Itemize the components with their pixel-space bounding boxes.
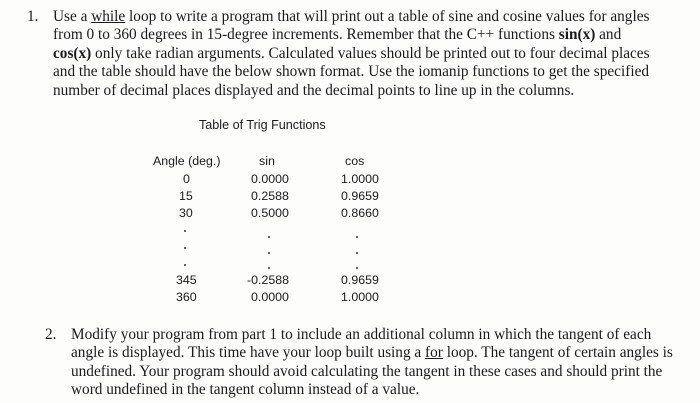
header-cos: cos <box>345 154 365 168</box>
ellipsis-dot <box>268 267 270 269</box>
ellipsis-dot <box>184 247 186 249</box>
keyword-sin: sin(x) <box>558 26 596 44</box>
header-sin: sin <box>259 154 275 168</box>
question-1-number: 1. <box>27 8 39 25</box>
ellipsis-dot <box>184 230 186 232</box>
table-row-3-angle: 345 <box>176 273 197 287</box>
q2-line-3: undefined. Your program should avoid calculating the tangent in these cases and should print the <box>71 362 663 380</box>
header-angle: Angle (deg.) <box>153 154 221 168</box>
table-row-0-cos: 1.0000 <box>341 172 379 186</box>
table-row-0-sin: 0.0000 <box>251 172 289 186</box>
table-row-3-sin: -0.2588 <box>247 273 290 287</box>
ellipsis-dot <box>268 236 270 238</box>
q1-line-4: and the table should have the below shown format. Use the iomanip functions to get the specified <box>53 63 650 81</box>
q2-line-1: Modify your program from part 1 to include an additional column in which the tangent of each <box>71 326 652 343</box>
table-row-1-sin: 0.2588 <box>251 189 289 203</box>
table-row-2-sin: 0.5000 <box>251 206 289 220</box>
keyword-for: for <box>425 344 443 362</box>
q1-line-3: cos(x) only take radian arguments. Calculated values should be printed out to four decimal places <box>53 44 650 62</box>
table-row-2-cos: 0.8660 <box>341 206 379 220</box>
keyword-while: while <box>91 8 126 25</box>
q1-line-5: number of decimal places displayed and the decimal points to line up in the columns. <box>53 81 575 99</box>
ellipsis-dot <box>184 264 186 266</box>
question-2-text <box>71 326 691 400</box>
table-row-4-angle: 360 <box>176 290 197 304</box>
q2-line-2: angle is displayed. This time have your loop built using a for loop. The tangent of certain angles is <box>71 344 673 362</box>
table-row-0-angle: 0 <box>183 172 190 186</box>
ellipsis-dot <box>356 252 358 254</box>
table-row-4-cos: 1.0000 <box>341 290 379 304</box>
table-title: Table of Trig Functions <box>199 118 326 132</box>
table-row-4-sin: 0.0000 <box>251 290 289 304</box>
table-row-2-angle: 30 <box>179 206 193 220</box>
q1-line-1: Use a while loop to write a program that will print out a table of sine and cosine values for angles <box>53 8 650 25</box>
ellipsis-dot <box>268 252 270 254</box>
q2-line-4: word undefined in the tangent column instead of a value. <box>71 381 420 399</box>
question-1-text <box>53 8 691 100</box>
table-row-3-cos: 0.9659 <box>341 273 379 287</box>
table-row-1-angle: 15 <box>179 189 193 203</box>
ellipsis-dot <box>356 236 358 238</box>
table-row-1-cos: 0.9659 <box>341 189 379 203</box>
ellipsis-dot <box>356 267 358 269</box>
q1-line-2: from 0 to 360 degrees in 15-degree increments. Remember that the C++ functions sin(x) and <box>53 26 622 44</box>
question-2-number: 2. <box>45 326 57 343</box>
keyword-cos: cos(x) <box>53 44 92 62</box>
